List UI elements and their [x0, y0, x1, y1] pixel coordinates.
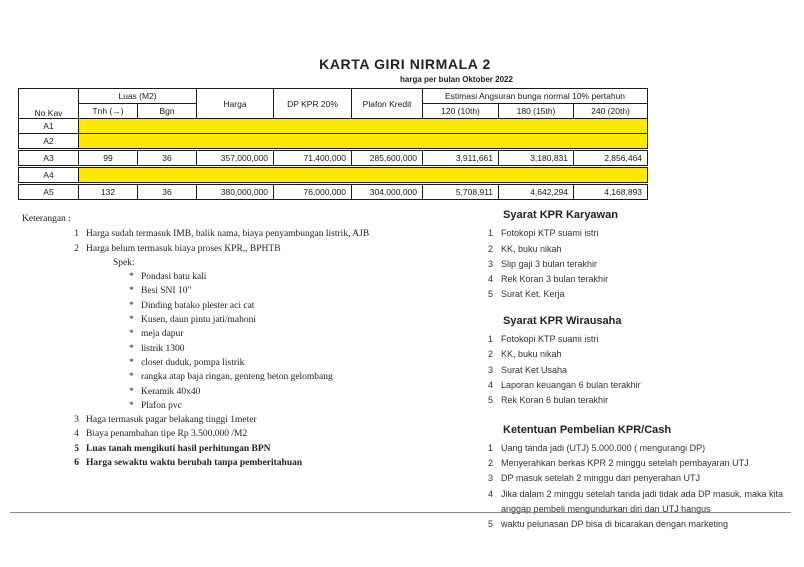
- col-header-dp: DP KPR 20%: [274, 89, 352, 119]
- plafon-cell: 304,000,000: [352, 184, 423, 200]
- item-text: Surat Ket. Kerja: [501, 289, 565, 300]
- item-text: Fotokopi KTP suami istri: [501, 228, 599, 239]
- keterangan-section: [22, 212, 472, 470]
- plafon-cell: 285,600,000: [352, 150, 423, 167]
- requirement-item: [488, 226, 796, 241]
- dp-cell: 76,000,000: [274, 184, 352, 200]
- table-row: [19, 167, 648, 184]
- item-text: Surat Ket Usaha: [501, 364, 568, 375]
- col-header-plafon: Plafon Kredit: [352, 89, 423, 119]
- spek-item: [129, 385, 472, 399]
- item-number: 1: [488, 334, 494, 345]
- note-number: 1: [74, 229, 79, 240]
- note-text: Biaya penambahan tipe Rp 3.500.000 /M2: [86, 429, 248, 440]
- spek-text: Keramik 40x40: [141, 386, 201, 397]
- spek-item: [129, 356, 472, 370]
- kav-cell: A5: [19, 184, 79, 200]
- angsuran-180-cell: 3,180,831: [499, 150, 574, 167]
- item-text: Jika dalam 2 minggu setelah tanda jadi tidak ada DP masuk, maka kita anggap pembeli mengundurkan diri dan UTJ hangus: [501, 488, 783, 515]
- price-table: [18, 88, 648, 200]
- angsuran-120-cell: 3,911,661: [423, 150, 499, 167]
- note-number: 5: [74, 443, 79, 454]
- price-period-subtitle: harga per bulan Oktober 2022: [400, 75, 513, 84]
- asterisk-bullet: *: [129, 315, 134, 326]
- asterisk-bullet: *: [129, 343, 134, 354]
- item-text: Menyerahkan berkas KPR 2 minggu setelah pembayaran UTJ: [501, 458, 749, 469]
- requirement-item: [488, 517, 796, 532]
- requirement-item: [488, 441, 796, 456]
- note-item: [70, 227, 472, 241]
- requirement-item: [488, 378, 796, 393]
- spek-item: [129, 370, 472, 384]
- table-row: [19, 184, 648, 200]
- item-number: 2: [488, 349, 494, 360]
- spek-item: [129, 284, 472, 298]
- section-syarat-kpr-wirausaha: [488, 314, 796, 409]
- dp-cell: 71,400,000: [274, 150, 352, 167]
- spek-item: [129, 399, 472, 413]
- note-text: Harga sewaktu waktu berubah tanpa pemberitahuan: [86, 458, 303, 469]
- spek-item: [129, 270, 472, 284]
- spek-text: closet duduk, pompa listrik: [141, 357, 245, 368]
- note-number: 2: [74, 243, 79, 254]
- item-text: KK, buku nikah: [501, 349, 562, 360]
- asterisk-bullet: *: [129, 357, 134, 368]
- item-number: 2: [488, 243, 494, 254]
- angsuran-120-cell: 5,708,911: [423, 184, 499, 200]
- item-text: DP masuk setelah 2 minggu dari penyerahan UTJ: [501, 473, 700, 484]
- item-number: 1: [488, 442, 494, 453]
- bgn-cell: 36: [138, 150, 197, 167]
- col-header-120: 120 (10th): [423, 104, 499, 119]
- table-row: [19, 150, 648, 167]
- note-text: Haga termasuk pagar belakang tinggi 1meter: [86, 415, 257, 426]
- item-text: Uang tanda jadi (UTJ) 5.000.000 ( mengurangi DP): [501, 442, 706, 453]
- item-text: KK, buku nikah: [501, 243, 562, 254]
- kav-cell: A2: [19, 134, 79, 150]
- item-number: 4: [488, 379, 494, 390]
- requirement-item: [488, 456, 796, 471]
- requirement-item: [488, 287, 796, 302]
- asterisk-bullet: *: [129, 372, 134, 383]
- item-number: 1: [488, 228, 494, 239]
- item-number: 3: [488, 258, 494, 269]
- empty-highlight-cell: [79, 119, 648, 134]
- table-row: [19, 134, 648, 150]
- harga-cell: 357,000,000: [197, 150, 274, 167]
- bgn-cell: 36: [138, 184, 197, 200]
- spek-item: [129, 313, 472, 327]
- item-number: 2: [488, 458, 494, 469]
- col-header-180: 180 (15th): [499, 104, 574, 119]
- item-text: Fotokopi KTP suami istri: [501, 334, 599, 345]
- requirement-item: [488, 393, 796, 408]
- kav-cell: A3: [19, 150, 79, 167]
- angsuran-240-cell: 4,168,893: [574, 184, 648, 200]
- item-number: 5: [488, 395, 494, 406]
- spek-text: meja dapur: [141, 329, 184, 340]
- table-row: [19, 119, 648, 134]
- col-header-bgn: Bgn: [138, 104, 197, 119]
- spek-text: Besi SNI 10": [141, 286, 192, 297]
- spek-text: Pondasi batu kali: [141, 272, 207, 283]
- asterisk-bullet: *: [129, 300, 134, 311]
- note-text: Harga belum termasuk biaya proses KPR,, BPHTB: [86, 243, 281, 254]
- asterisk-bullet: *: [129, 272, 134, 283]
- note-item: [70, 456, 472, 470]
- requirement-item: [488, 363, 796, 378]
- keterangan-title: Keterangan :: [22, 214, 71, 224]
- item-number: 3: [488, 473, 494, 484]
- requirement-item: [488, 257, 796, 272]
- col-header-tnh: Tnh (→): [79, 104, 138, 119]
- spek-item: [129, 327, 472, 341]
- note-text: Harga sudah termasuk IMB, balik nama, biaya penyambungan listrik, AJB: [86, 229, 370, 240]
- empty-highlight-cell: [79, 134, 648, 150]
- asterisk-bullet: *: [129, 386, 134, 397]
- note-item: [70, 242, 472, 256]
- item-number: 4: [488, 488, 494, 499]
- col-header-luas: Luas (M2): [79, 89, 197, 104]
- requirement-item: [488, 471, 796, 486]
- angsuran-180-cell: 4,642,294: [499, 184, 574, 200]
- section-ketentuan-pembelian: [488, 423, 796, 533]
- item-number: 5: [488, 289, 494, 300]
- item-text: Rek Koran 6 bulan terakhir: [501, 395, 609, 406]
- tnh-cell: 132: [79, 184, 138, 200]
- spek-text: Dinding batako plester aci cat: [141, 300, 255, 311]
- spek-text: rangka atap baja ringan, genteng beton gelombang: [141, 372, 333, 383]
- note-item: [70, 442, 472, 456]
- spek-text: Kusen, daun pintu jati/mahoni: [141, 315, 257, 326]
- angsuran-240-cell: 2,856,464: [574, 150, 648, 167]
- table-header-row-1: [19, 89, 648, 104]
- note-item: [70, 413, 472, 427]
- col-header-harga: Harga: [197, 89, 274, 119]
- asterisk-bullet: *: [129, 329, 134, 340]
- bottom-divider-line: [10, 512, 791, 513]
- spek-label: Spek:: [113, 257, 135, 268]
- requirement-item: [488, 347, 796, 362]
- item-text: Rek Koran 3 bulan terakhir: [501, 274, 609, 285]
- item-text: Slip gaji 3 bulan terakhir: [501, 258, 598, 269]
- requirement-item: [488, 272, 796, 287]
- requirement-item: [488, 242, 796, 257]
- item-number: 3: [488, 364, 494, 375]
- spek-item: [129, 299, 472, 313]
- page-title: KARTA GIRI NIRMALA 2: [319, 56, 491, 72]
- section-syarat-kpr-karyawan: [488, 208, 796, 303]
- col-header-no-kav: No Kav: [19, 89, 79, 119]
- item-text: Laporan keuangan 6 bulan terakhir: [501, 379, 641, 390]
- section-title: Syarat KPR Wirausaha: [503, 314, 622, 327]
- section-title: Ketentuan Pembelian KPR/Cash: [503, 423, 672, 436]
- harga-cell: 380,000,000: [197, 184, 274, 200]
- asterisk-bullet: *: [129, 286, 134, 297]
- note-item: [70, 427, 472, 441]
- note-number: 6: [74, 458, 79, 469]
- col-header-240: 240 (20th): [574, 104, 648, 119]
- section-title: Syarat KPR Karyawan: [503, 209, 618, 221]
- note-number: 3: [74, 415, 79, 426]
- col-header-estimasi: Estimasi Angsuran bunga normal 10% pertahun: [423, 89, 648, 104]
- empty-highlight-cell: [79, 167, 648, 184]
- requirements-column: [488, 208, 796, 544]
- tnh-cell: 99: [79, 150, 138, 167]
- note-text: Luas tanah mengikuti hasil perhitungan BPN: [86, 443, 271, 454]
- note-number: 4: [74, 429, 79, 440]
- item-number: 5: [488, 519, 494, 530]
- item-text: waktu pelunasan DP bisa di bicarakan dengan marketing: [501, 519, 728, 530]
- asterisk-bullet: *: [129, 400, 134, 411]
- kav-cell: A4: [19, 167, 79, 184]
- requirement-item: [488, 332, 796, 347]
- spek-item: [129, 342, 472, 356]
- item-number: 4: [488, 274, 494, 285]
- spek-text: Plafon pvc: [141, 400, 182, 411]
- kav-cell: A1: [19, 119, 79, 134]
- spek-text: listrik 1300: [141, 343, 185, 354]
